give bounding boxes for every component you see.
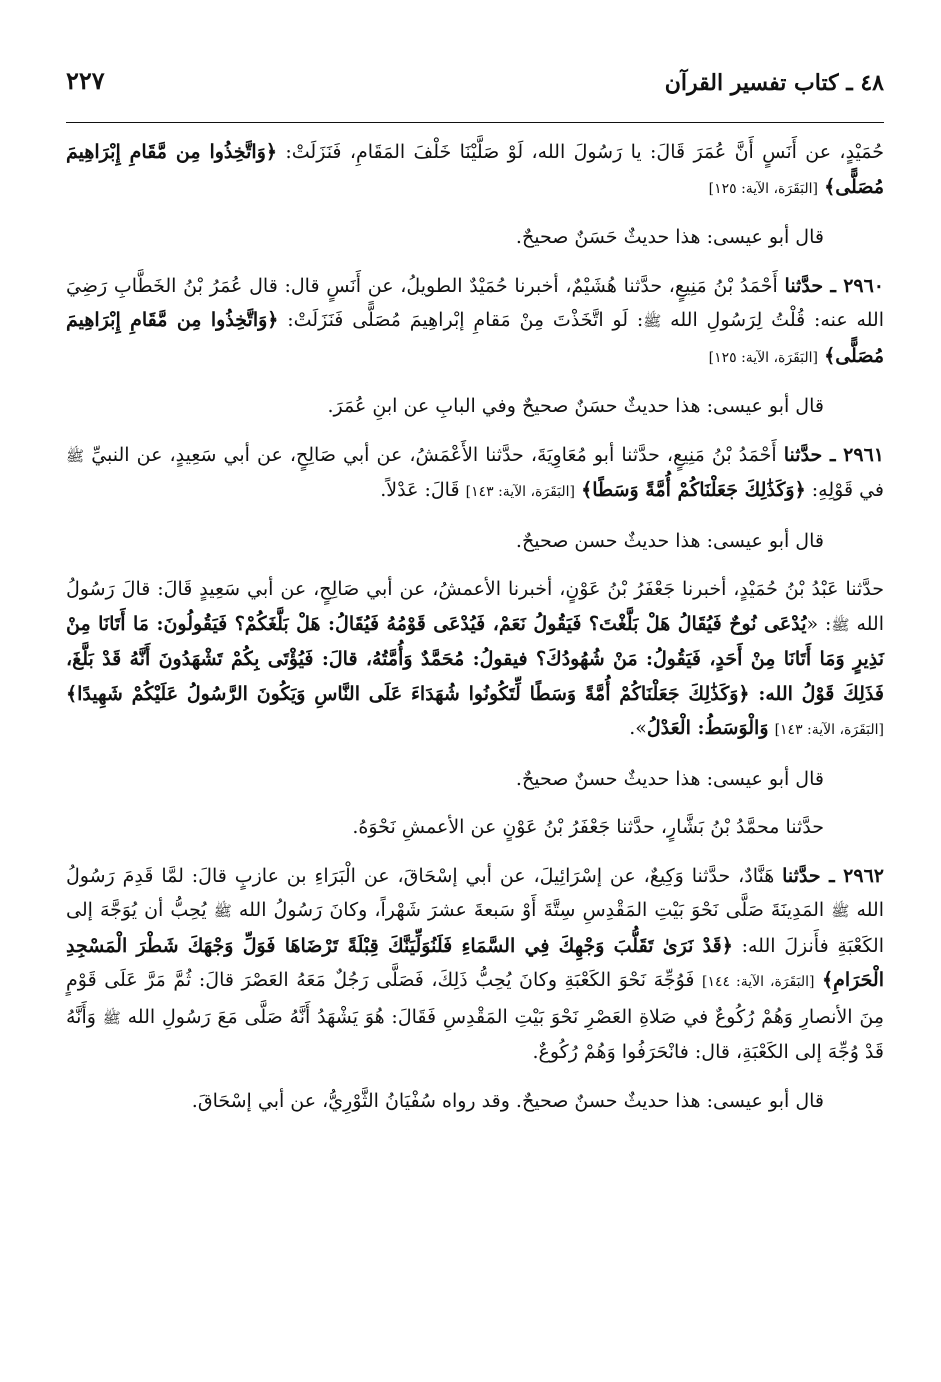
salutation-glyph: ﷺ	[831, 902, 850, 920]
chapter-title: ٤٨ ـ كتاب تفسير القرآن	[664, 70, 884, 96]
hadith-paragraph	[66, 438, 884, 510]
commentary-paragraph	[66, 810, 884, 845]
quran-verse: ﴿وَكَذَٰلِكَ جَعَلْنَاكُمْ أُمَّةً وَسَطًا﴾	[581, 479, 806, 501]
text-run: قال أبو عيسى: هذا حديثٌ حسَنٌ صحيحٌ وفي البابِ عن ابنِ عُمَرَ.	[327, 395, 824, 417]
page-number: ٢٢٧	[66, 66, 105, 95]
text-run: فَوُجِّهَ نَحْوَ الكَعْبَةِ وكانَ يُحِبُّ ذَلِكَ، فَصَلَّى رَجُلٌ مَعَهُ العَصْرَ قالَ: ثُمَّ مَرَّ عَلَى قَوْمٍ مِنَ الأنصارِ وَهُمْ رُكُوعٌ في صَلاةِ العَصْرِ نَحْوَ بَيْتِ المَقْدِسِ فَقَالَ: هُوَ يَشْهَدُ أَنَّهُ صَلَّى مَعَ رَسُولِ الله	[66, 969, 885, 1028]
verse-reference: [البَقَرَة، الآية: ١٤٣]	[774, 722, 884, 738]
hadith-number: ٢٩٦٠ ـ حدَّثنا	[784, 274, 885, 297]
text-run: قال أبو عيسى: هذا حديثٌ حَسَنٌ صحيحٌ.	[515, 226, 824, 248]
text-run: قال أبو عيسى: هذا حديثٌ حسن صحيحٌ.	[515, 529, 824, 552]
text-run: يُحِبُّ أن يُوَجَّهَ إلى الكَعْبَةِ فأَنزلَ الله:	[66, 899, 884, 957]
hadith-paragraph	[66, 859, 884, 1070]
hadith-number: ٢٩٦٢ ـ حدَّثنا	[782, 864, 884, 887]
text-run: ».	[629, 717, 647, 739]
page-body	[66, 135, 884, 1132]
text-run: حدَّثنا عَبْدُ بْنُ حُمَيْدٍ، أخبرنا جَعْفَرُ بْنُ عَوْنٍ، أخبرنا الأعمشُ، عن أبي صَالِحٍ، عن أبي سَعِيدٍ قَالَ: قالَ رَسُولُ الله	[66, 578, 884, 635]
text-run: أَحْمَدُ بْنُ مَنِيعٍ، حدَّثنا أبو مُعَاوِيَةَ، حدَّثنا الأَعْمَشُ، عن أبي صَالِحٍ، عن أبي سَعِيدٍ، عن النبيِّ	[84, 443, 784, 466]
text-run: حُمَيْدٍ، عن أَنَسٍ أَنَّ عُمَرَ قَالَ: يا رَسُولَ الله، لَوْ صَلَّيْنَا خَلْفَ المَقَامِ، فَنَزَلَتْ:	[277, 141, 885, 163]
hadith-paragraph	[66, 572, 884, 748]
commentary-paragraph	[66, 1084, 884, 1119]
page-header	[66, 62, 884, 112]
hadith-paragraph	[66, 269, 884, 376]
text-run: وَأَنَّهُ قَدْ وُجِّهَ إلى الكَعْبَةِ، قال: فانْحَرَفُوا وَهُمْ رُكُوعٌ.	[66, 1005, 884, 1063]
salutation-glyph: ﷺ	[643, 312, 662, 330]
emphasized-text: يُدْعَى نُوحٌ فَيُقَالُ هَلْ بَلَّغْتَ؟ فَيَقُولُ نَعَمْ، فَيُدْعَى قَوْمُهُ فَيُقَالُ: هَلْ بَلَّغَكُمْ؟ فَيَقُولُونَ: مَا أَتَانَا مِنْ نَذِيرٍ وَمَا أَتَانَا مِنْ أَحَدٍ، فَيَقُولُ: مَنْ شُهُودُكَ؟ فيقولُ: مُحَمَّدٌ وَأُمَّتُهُ، قالَ: فَيُؤْتَى بِكُمْ تَشْهَدُونَ أَنَّهُ قَدْ بَلَّغَ، فَذَلِكَ قَوْلُ الله:	[66, 612, 884, 705]
text-run: أَحْمَدُ بْنُ مَنِيعٍ، حدَّثنا هُشَيْمٌ، أخبرنا حُمَيْدٌ الطويلُ، عن أَنَسٍ قال: قال عُمَرُ بْنُ الخَطَّابِ رَضِيَ الله عنه: قُلْتُ لِرَسُولِ الله	[66, 274, 885, 331]
salutation-glyph: ﷺ	[213, 902, 232, 920]
text-run: حدَّثنا محمَّدُ بْنُ بَشَّارٍ، حدَّثنا جَعْفَرُ بْنُ عَوْنٍ عن الأعمشِ نَحْوَهُ.	[352, 816, 824, 838]
commentary-paragraph	[66, 762, 884, 797]
salutation-glyph: ﷺ	[102, 1008, 121, 1027]
header-divider	[66, 122, 884, 123]
salutation-glyph: ﷺ	[831, 615, 850, 634]
text-run: : «	[806, 612, 832, 635]
text-run	[814, 969, 822, 991]
text-run: قال أبو عيسى: هذا حديثٌ حسنٌ صحيحٌ. وقد رواه سُفْيَانُ الثَّوْرِيُّ، عن أبي إسْحَاقَ.	[191, 1089, 824, 1112]
commentary-paragraph	[66, 220, 884, 255]
hadith-paragraph	[66, 135, 884, 206]
commentary-paragraph	[66, 389, 884, 424]
quran-verse: ﴿وَكَذَٰلِكَ جَعَلْنَاكُمْ أُمَّةً وَسَطًا لِّتَكُونُوا شُهَدَاءَ عَلَى النَّاسِ وَيَكُونَ الرَّسُولُ عَلَيْكُمْ شَهِيدًا﴾	[66, 682, 750, 705]
emphasized-text: وَالْوَسَطُ: الْعَدْلُ	[646, 717, 769, 739]
verse-reference: [البَقَرَة، الآية: ١٢٥]	[708, 180, 819, 197]
text-run: : لَو اتَّخَذْتَ مِنْ مَقامِ إبْراهِيمَ مُصَلًّى فَنَزَلَتْ:	[278, 309, 644, 331]
verse-reference: [البَقَرَة، الآية: ١٤٤]	[702, 974, 815, 990]
text-run: قَالَ: عَدْلاً.	[380, 479, 466, 501]
hadith-number: ٢٩٦١ ـ حدَّثنا	[783, 443, 884, 466]
quran-verse: ﴿وَاتَّخِذُوا مِن مَّقَامِ إِبْرَاهِيمَ مُصَلًّى﴾	[66, 309, 884, 367]
quran-verse: ﴿وَاتَّخِذُوا مِن مَّقَامِ إِبْرَاهِيمَ مُصَلًّى﴾	[66, 141, 884, 198]
commentary-paragraph	[66, 524, 884, 559]
quran-verse: ﴿قَدْ نَرَىٰ تَقَلُّبَ وَجْهِكَ فِي السَّمَاءِ فَلَنُوَلِّيَنَّكَ قِبْلَةً تَرْضَاهَا فَوَلِّ وَجْهَكَ شَطْرَ الْمَسْجِدِ الْحَرَامِ﴾	[66, 934, 884, 991]
text-run: المَدِينَةَ صَلَّى نَحْوَ بَيْتِ المَقْدِسِ سِتَّةَ أَوْ سَبعةَ عشرَ شَهْراً، وكانَ رَسُولُ الله	[231, 899, 832, 921]
text-run: قال أبو عيسى: هذا حديثٌ حسنٌ صحيحٌ.	[515, 767, 824, 790]
text-run: هَنَّادٌ، حدَّثنا وَكِيعٌ، عن إسْرَائِيلَ، عن أبي إسْحَاقَ، عن الْبَرَاءِ بن عازبٍ قالَ: لمَّا قَدِمَ رَسُولُ الله	[66, 864, 884, 921]
text-run: في قَوْلِهِ:	[805, 479, 884, 501]
salutation-glyph: ﷺ	[66, 446, 85, 465]
verse-reference: [البَقَرَة، الآية: ١٢٥]	[708, 349, 819, 366]
verse-reference: [البَقَرَة، الآية: ١٤٣]	[465, 484, 576, 500]
